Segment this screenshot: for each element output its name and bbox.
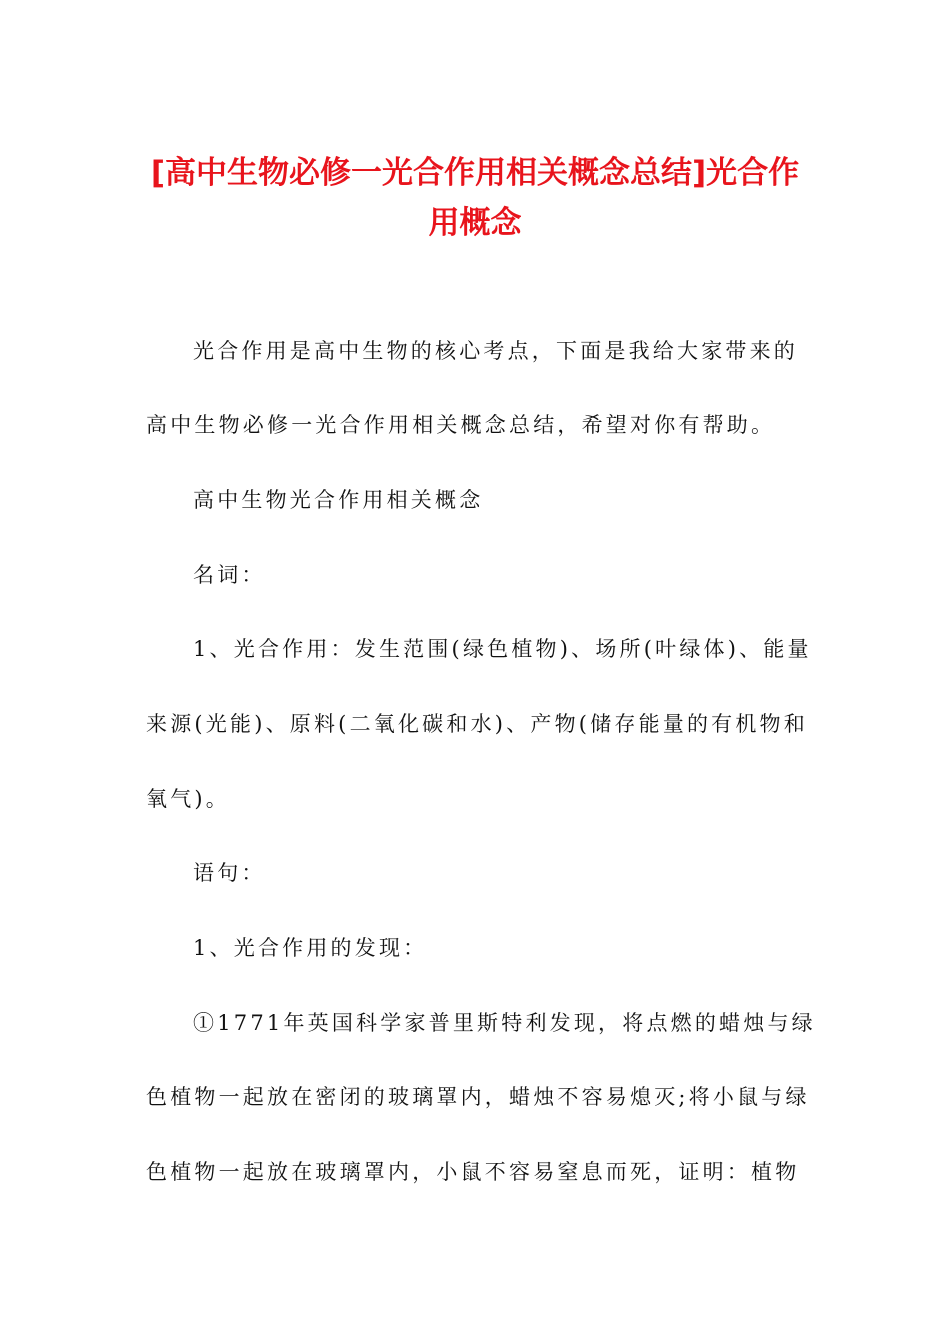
paragraph-line: 1、光合作用的发现： bbox=[193, 936, 428, 960]
paragraph-line: 氧气)。 bbox=[146, 787, 230, 811]
paragraph-line: 1、光合作用：发生范围(绿色植物)、场所(叶绿体)、能量 bbox=[193, 637, 812, 661]
paragraph-line: 高中生物必修一光合作用相关概念总结，希望对你有帮助。 bbox=[146, 413, 776, 437]
paragraph-line: ①1771年英国科学家普里斯特利发现，将点燃的蜡烛与绿 bbox=[193, 1011, 816, 1035]
paragraph-line: 色植物一起放在玻璃罩内，小鼠不容易窒息而死，证明：植物 bbox=[146, 1160, 800, 1184]
paragraph-line: 来源(光能)、原料(二氧化碳和水)、产物(储存能量的有机物和 bbox=[146, 712, 808, 736]
section-heading: 高中生物光合作用相关概念 bbox=[193, 488, 484, 512]
subheading-terms: 名词： bbox=[193, 563, 266, 587]
paragraph-line: 光合作用是高中生物的核心考点，下面是我给大家带来的 bbox=[193, 339, 798, 363]
subheading-statements: 语句： bbox=[193, 861, 266, 885]
document-title: [高中生物必修一光合作用相关概念总结]光合作用概念 bbox=[150, 155, 800, 241]
paragraph-line: 色植物一起放在密闭的玻璃罩内，蜡烛不容易熄灭;将小鼠与绿 bbox=[146, 1085, 810, 1109]
